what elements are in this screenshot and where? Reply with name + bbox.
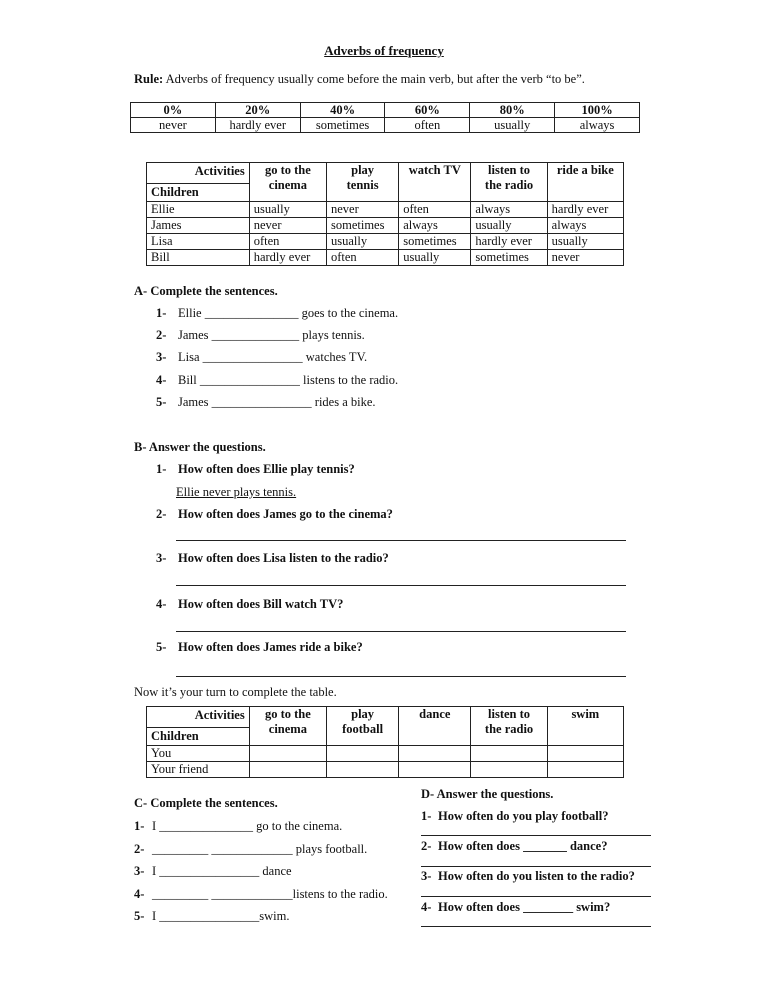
section-b-heading: B- Answer the questions. <box>134 440 266 454</box>
blank-cell[interactable] <box>547 746 623 762</box>
table-row <box>147 762 624 778</box>
rule-text: Adverbs of frequency usually come before the main verb, but after the verb “to be”. <box>163 72 585 86</box>
section-d-heading: D- Answer the questions. <box>421 787 554 801</box>
blank-cell[interactable] <box>249 746 326 762</box>
table-cell: usually <box>399 250 471 266</box>
activity-header: play football <box>327 707 399 746</box>
activity-header: ride a bike <box>547 163 623 202</box>
child-name-cell: Bill <box>147 250 250 266</box>
list-item: 3- Lisa ________________ watches TV. <box>156 350 368 364</box>
activity-header: play tennis <box>327 163 399 202</box>
answer-line[interactable] <box>421 835 651 836</box>
table-cell: usually <box>327 234 399 250</box>
percent-cell: 20% <box>215 103 300 118</box>
question-item: 1- How often do you play football? <box>421 809 609 823</box>
table-row <box>147 250 624 266</box>
frequency-word-cell: often <box>385 118 470 133</box>
table-cell: never <box>547 250 623 266</box>
table-cell: hardly ever <box>249 250 326 266</box>
table-cell: often <box>327 250 399 266</box>
table-cell: never <box>327 202 399 218</box>
question-item: 3- How often does Lisa listen to the radio? <box>156 551 389 565</box>
table-cell: never <box>249 218 326 234</box>
list-item: 4- Bill ________________ listens to the radio. <box>156 373 399 387</box>
frequency-table <box>130 102 640 133</box>
table-row <box>147 218 624 234</box>
list-item: 5- James ________________ rides a bike. <box>156 395 376 409</box>
table-header-row <box>147 707 624 746</box>
list-item: 2- _________ _____________ plays football. <box>134 842 368 856</box>
rule-label: Rule: <box>134 72 164 86</box>
list-item: 3- I ________________ dance <box>134 864 292 878</box>
corner-activities: Activities <box>147 163 249 184</box>
percent-cell: 60% <box>385 103 470 118</box>
child-name-cell: James <box>147 218 250 234</box>
list-item: 1- I _______________ go to the cinema. <box>134 819 343 833</box>
table-cell: usually <box>547 234 623 250</box>
table-cell: hardly ever <box>547 202 623 218</box>
answer-line[interactable] <box>176 585 626 586</box>
page-title: Adverbs of frequency <box>324 43 444 58</box>
child-name-cell: Ellie <box>147 202 250 218</box>
table-cell: sometimes <box>471 250 547 266</box>
answer-line[interactable] <box>421 926 651 927</box>
table-cell: hardly ever <box>471 234 547 250</box>
blank-cell[interactable] <box>327 746 399 762</box>
list-item: 2- James ______________ plays tennis. <box>156 328 365 342</box>
table-cell: usually <box>249 202 326 218</box>
list-item: 1- Ellie _______________ goes to the cinema. <box>156 306 399 320</box>
answer-line[interactable] <box>421 866 651 867</box>
frequency-word-row <box>131 118 640 133</box>
turn-instruction: Now it’s your turn to complete the table. <box>134 685 337 699</box>
table-cell: often <box>399 202 471 218</box>
your-turn-table <box>146 706 624 778</box>
table-cell: sometimes <box>399 234 471 250</box>
blank-cell[interactable] <box>471 746 547 762</box>
child-name-cell: You <box>147 746 250 762</box>
blank-cell[interactable] <box>399 746 471 762</box>
percent-cell: 0% <box>131 103 216 118</box>
corner-cell <box>147 707 250 746</box>
child-name-cell: Lisa <box>147 234 250 250</box>
table-cell: usually <box>471 218 547 234</box>
list-item: 5- I ________________swim. <box>134 909 290 923</box>
activity-header: listen to the radio <box>471 707 547 746</box>
rule-line <box>134 72 585 87</box>
table-cell: often <box>249 234 326 250</box>
question-item: 2- How often does James go to the cinema? <box>156 507 393 521</box>
percent-cell: 100% <box>555 103 640 118</box>
frequency-word-cell: hardly ever <box>215 118 300 133</box>
activity-header: listen to the radio <box>471 163 547 202</box>
corner-cell <box>147 163 250 202</box>
example-answer: Ellie never plays tennis. <box>176 485 297 499</box>
percent-cell: 80% <box>470 103 555 118</box>
table-row <box>147 234 624 250</box>
table-header-row <box>147 163 624 202</box>
table-cell: sometimes <box>327 218 399 234</box>
frequency-word-cell: always <box>555 118 640 133</box>
child-name-cell: Your friend <box>147 762 250 778</box>
frequency-percent-row <box>131 103 640 118</box>
table-row <box>147 746 624 762</box>
question-item: 3- How often do you listen to the radio? <box>421 869 635 883</box>
answer-line[interactable] <box>176 631 626 632</box>
table-cell: always <box>399 218 471 234</box>
section-c-heading: C- Complete the sentences. <box>134 796 278 810</box>
answer-line[interactable] <box>176 540 626 541</box>
blank-cell[interactable] <box>249 762 326 778</box>
question-item: 4- How often does ________ swim? <box>421 900 611 914</box>
activity-header: swim <box>547 707 623 746</box>
section-a-heading: A- Complete the sentences. <box>134 284 278 298</box>
corner-children: Children <box>151 729 199 743</box>
list-item: 4- _________ _____________listens to the radio. <box>134 887 388 901</box>
activity-header: watch TV <box>399 163 471 202</box>
answer-line[interactable] <box>421 896 651 897</box>
blank-cell[interactable] <box>327 762 399 778</box>
question-item: 5- How often does James ride a bike? <box>156 640 363 654</box>
blank-cell[interactable] <box>399 762 471 778</box>
activity-header: go to the cinema <box>249 163 326 202</box>
answer-line[interactable] <box>176 676 626 677</box>
blank-cell[interactable] <box>547 762 623 778</box>
table-cell: always <box>471 202 547 218</box>
frequency-word-cell: sometimes <box>300 118 385 133</box>
question-item: 4- How often does Bill watch TV? <box>156 597 344 611</box>
activity-header: dance <box>399 707 471 746</box>
corner-children: Children <box>151 185 199 199</box>
question-item: 1- How often does Ellie play tennis? <box>156 462 355 476</box>
frequency-word-cell: never <box>131 118 216 133</box>
table-cell: always <box>547 218 623 234</box>
activities-table <box>146 162 624 266</box>
percent-cell: 40% <box>300 103 385 118</box>
question-item: 2- How often does _______ dance? <box>421 839 608 853</box>
activity-header: go to the cinema <box>249 707 326 746</box>
table-row <box>147 202 624 218</box>
frequency-word-cell: usually <box>470 118 555 133</box>
corner-activities: Activities <box>147 707 249 728</box>
blank-cell[interactable] <box>471 762 547 778</box>
